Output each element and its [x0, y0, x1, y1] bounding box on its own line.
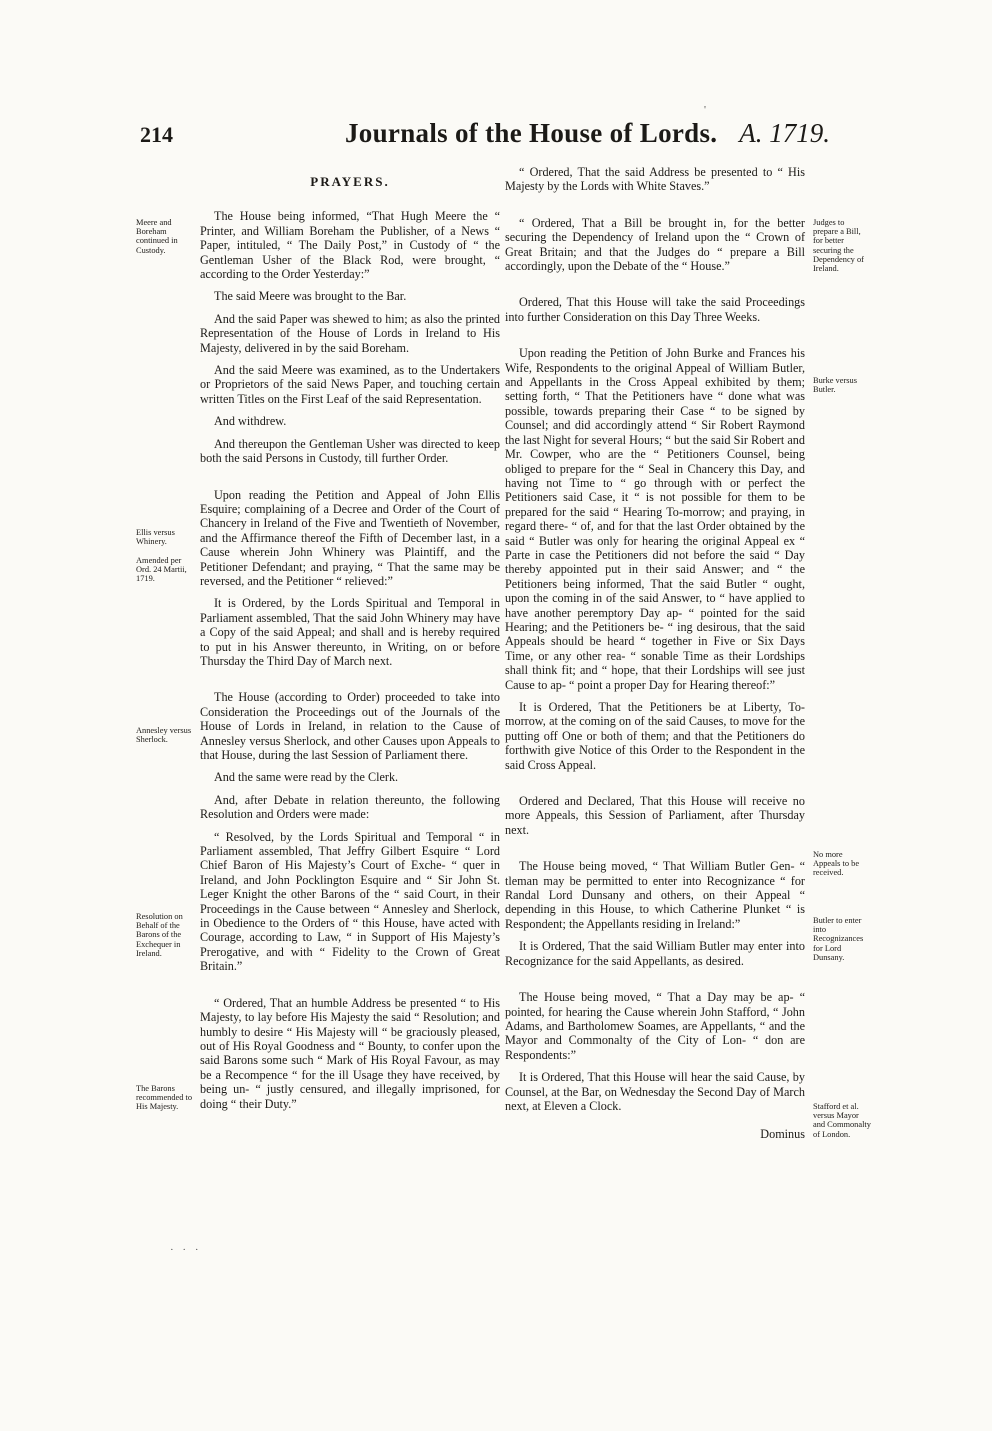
margin-note: Judges to prepare a Bill, for better securing the Dependency of Ireland.	[813, 218, 864, 274]
print-mark: '	[704, 104, 706, 116]
paragraph: “ Resolved, by the Lords Spiritual and Temporal “ in Parliament assembled, That Jeffry Gilbert Esquire “ Lord Chief Baron of His Majesty’s Court of Exche- “ quer in Ireland, and John Pocklington Esquire and “ Sir John St. Leger Knight the other Barons of the “ said Court, in their Proceedings in the Cause between “ Annesley and Sherlock, in Obedience to the Orders of “ this House, have acted with Courage, according to Law, “ in Support of His Majesty’s Prerogative, and with “ Fidelity to the Crown of Great Britain.”	[200, 829, 500, 974]
catchword: Dominus	[760, 1127, 805, 1142]
margin-note: Resolution on Behalf of the Barons of the Exchequer in Ireland.	[136, 912, 183, 958]
paragraph: And withdrew.	[214, 414, 287, 429]
paragraph: “ Ordered, That an humble Address be presented “ to His Majesty, to lay before His Majesty the said “ Resolution; and humbly to desire “ His Majesty will “ be graciously pleased, out of His Royal Goodness and “ Bounty, to confer upon the said Barons some such “ Mark of His Royal Favour, as may be a Recompence “ for the ill Usage they have received, by being un- “ justly censured, and illegally imprisoned, for doing “ their Duty.”	[200, 995, 500, 1111]
prayers-heading: PRAYERS.	[310, 174, 390, 189]
margin-note: Annesley versus Sherlock.	[136, 726, 192, 745]
margin-note: Butler to enter into Recognizances for Lord Dunsany.	[813, 916, 864, 962]
paragraph: The House being moved, “ That a Day may be ap- “ pointed, for hearing the Cause wherein John Stafford, “ John Adams, and Bartholomew Soames, are Appellants, “ and the Mayor and Commonalty of the City of Lon- “ don are Respondents:”	[505, 990, 805, 1062]
paragraph: The House being moved, “ That William Butler Gen- “ tleman may be permitted to enter into Recognizance “ for Randal Lord Dunsany and others, on their Appeal “ depending in this House, to which Catherine Plunket “ is Respondent; the Appellants residing in Ireland:”	[505, 859, 805, 931]
margin-note: Meere and Boreham continued in Custody.	[136, 218, 178, 255]
paragraph: Ordered, That this House will take the said Proceedings into further Consideration on this Day Three Weeks.	[505, 295, 805, 324]
paragraph: And the same were read by the Clerk.	[214, 770, 399, 785]
page-header	[140, 118, 830, 154]
paragraph: It is Ordered, That the Petitioners be at Liberty, To-morrow, at the coming on of the said Causes, to move for the putting off One or both of them; and that the Petitioners do forthwith give Notice of this Order to the Respondent in the said Cross Appeal.	[505, 700, 805, 772]
paragraph: Ordered and Declared, That this House will receive no more Appeals, this Session of Parliament, after Thursday next.	[505, 794, 805, 837]
paragraph: And thereupon the Gentleman Usher was directed to keep both the said Persons in Custody, till further Order.	[200, 436, 500, 466]
page-title: Journals of the House of Lords.	[345, 118, 718, 148]
paragraph: And, after Debate in relation thereunto, the following Resolution and Orders were made:	[200, 792, 500, 822]
paragraph: Upon reading the Petition of John Burke and Frances his Wife, Respondents to the original Appeal of William Butler, and Appellants in the Cross Appeal exhibited by them; setting forth, “ That the Petitioners have “ done what was possible, towards preparing their Case “ to be signed by Counsel; and did accordingly attend “ Sir Robert Raymond the last Night for several Hours; “ but the said Sir Robert and Mr. Cowper, who are the “ Petitioners Counsel, being obliged to prepare for the “ Seal in Chancery this Day, and having not Time to “ go through with or perfect the Petitioners said Case, it “ is not possible for them to be prepared for the said “ Hearing To-morrow; and praying, in regard there- “ of, and for that the last Order obtained by the said “ Butler was only for hearing the original Appeal ex “ Parte in case the Petitioners did not before the said “ Day thereby appointed put in their said Answer; and “ the Petitioners being informed, That the said Butler “ ought, upon the coming in of the said Answer, to “ have applied to have another peremptory Day ap- “ pointed for the said Hearing; and the Petitioners be- “ ing desirous, that the said Appeals should be heard “ together in Five or Six Days Time, or any other rea- “ sonable Time as their Lordships shall think fit; and “ hope, that their Lordships will see just Cause to ap- “ point a proper Day for Hearing thereof:”	[505, 346, 805, 692]
right-column	[505, 165, 805, 1150]
margin-note: No more Appeals to be received.	[813, 850, 860, 878]
paragraph: “ Ordered, That a Bill be brought in, for the better securing the Dependency of Ireland upon the “ Crown of Great Britain; and that the Judges do “ prepare a Bill accordingly, upon the Debate of the “ House.”	[505, 215, 805, 274]
paragraph: The House (according to Order) proceeded to take into Consideration the Proceedings out of the Journals of the House of Lords in Ireland, in relation to the Cause of Annesley versus Sherlock, and other Causes upon Appeals to that House, during the last Session of Parliament there.	[200, 690, 500, 762]
paragraph: “ Ordered, That the said Address be presented to “ His Majesty by the Lords with White Staves.”	[505, 165, 805, 194]
margin-note: Ellis versus Whinery.	[136, 528, 175, 547]
paragraph: And the said Paper was shewed to him; as also the printed Representation of the House of Lords in Ireland to His Majesty, delivered in by the said Boreham.	[200, 311, 500, 355]
page-year: A. 1719.	[739, 118, 830, 148]
paragraph: The House being informed, “That Hugh Meere the “ Printer, and William Boreham the Publisher, of a News “ Paper, intituled, “ The Daily Post,” in Custody of “ the Gentleman Usher of the Black Rod, were brought, “ according to the Order Yesterday:”	[200, 209, 500, 282]
margin-note: The Barons recommended to His Majesty.	[136, 1084, 193, 1112]
paragraph: It is Ordered, That the said William Butler may enter into Recognizance for the said Appellants, as desired.	[505, 939, 805, 968]
paragraph: It is Ordered, by the Lords Spiritual and Temporal in Parliament assembled, That the said John Whinery may have a Copy of the said Appeal; and shall and is hereby required to put in his Answer thereunto, in Writing, on or before Thursday the Third Day of March next.	[200, 596, 500, 668]
margin-note: Amended per Ord. 24 Martii, 1719.	[136, 556, 187, 584]
print-mark: · · ·	[170, 1244, 202, 1256]
margin-note: Stafford et al. versus Mayor and Commonalty of London.	[813, 1102, 871, 1139]
paragraph: It is Ordered, That this House will hear the said Cause, by Counsel, at the Bar, on Wednesday the Second Day of March next, at Eleven a Clock.	[505, 1070, 805, 1113]
left-column	[200, 165, 500, 1119]
paragraph: The said Meere was brought to the Bar.	[214, 289, 407, 304]
paragraph: And the said Meere was examined, as to the Undertakers or Proprietors of the said News Paper, and touching certain written Titles on the First Leaf of the said Representation.	[200, 363, 500, 406]
page-number: 214	[140, 122, 173, 147]
margin-note: Burke versus Butler.	[813, 376, 857, 395]
paragraph: Upon reading the Petition and Appeal of John Ellis Esquire; complaining of a Decree and Order of the Court of Chancery in Ireland of the Five and Twentieth of November, and the Affirmance thereof the Fifth of December last, in a Cause wherein John Whinery was Plaintiff, and the Petitioner Defendant; and praying, “ That the same may be reversed, and the Petitioner “ relieved:”	[200, 487, 500, 588]
